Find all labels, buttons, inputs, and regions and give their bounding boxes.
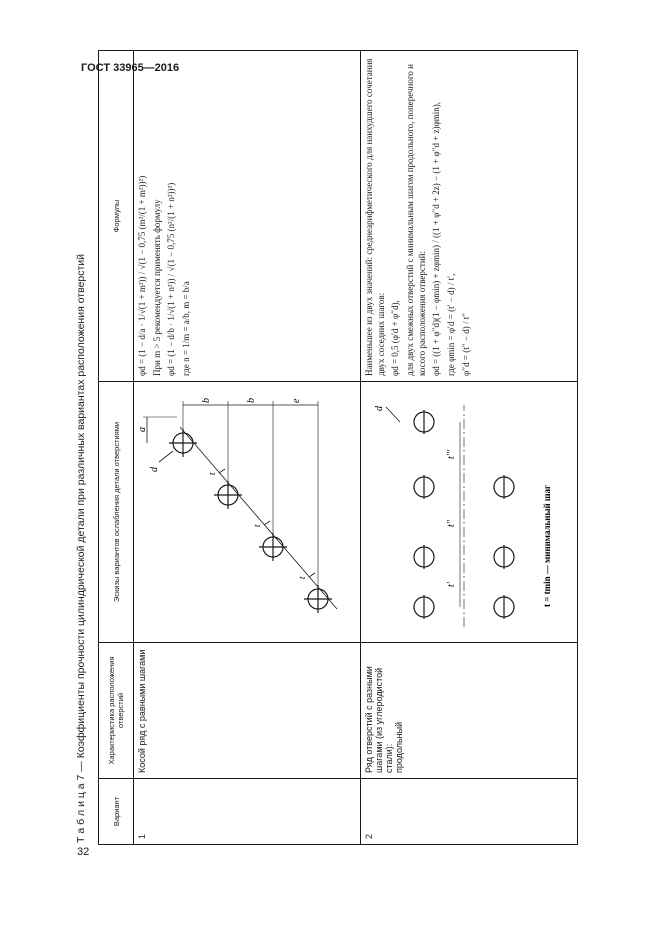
variant-cell: 2 [361, 779, 578, 845]
label-t2: t [252, 524, 262, 527]
coefficients-table [98, 50, 578, 845]
label-t-triple: t′′′ [446, 449, 457, 459]
formula-2: φd = ((1 + φ′′d)(1 − φmin) + zφmin) / ((1 + φ′′d + 2z) − (1 + φ′′d + z)φmin), [431, 101, 442, 376]
page-number: 32 [77, 846, 90, 858]
label-t-double: t′′ [446, 519, 457, 527]
label-t3: t [207, 472, 217, 475]
label-d: d [374, 406, 385, 411]
label-t1: t [297, 576, 307, 579]
sketch-cell [134, 382, 361, 643]
col-header-sketch: Эскизы вариантов ослабления детали отверстиями [99, 382, 134, 643]
formula-3: где φmin = φ′d = (t′ − d) / t′, [446, 273, 457, 376]
variant-cell: 1 [134, 779, 361, 845]
sketch-cell [361, 382, 578, 643]
text-1: Наименьшее из двух значений: среднеарифметического для наихудшего сочетания двух соседних шагов: [364, 58, 386, 376]
table-row [134, 51, 361, 845]
label-b2: b [246, 398, 257, 403]
col-header-variant: Вариант [99, 779, 134, 845]
characteristic-sub: продольный [394, 721, 404, 773]
formula-1: φd = (1 − d/a · 1/√(1 + m²)) / √(1 − 0,75 (m²/(1 + m²))²) [137, 175, 147, 376]
label-d: d [149, 467, 160, 472]
characteristic-text: Ряд отверстий с разными шагами (из углеродистой стали): [364, 666, 394, 773]
document-header: ГОСТ 33965—2016 [81, 62, 180, 74]
col-header-formulas: Формулы [99, 51, 134, 382]
table-row [361, 51, 578, 845]
formula-where: где n = 1/m = a/b, m = b/a [181, 281, 192, 376]
min-pitch-note: t = tmin — минимальный шаг [542, 484, 552, 607]
label-e: e [291, 398, 302, 403]
formula-4: φ′′d = (t′′ − d) / t′′ [460, 312, 471, 376]
characteristic-cell [361, 643, 578, 779]
oblique-row-sketch [137, 397, 347, 637]
formulas-cell [361, 51, 578, 382]
label-a: a [137, 427, 148, 432]
characteristic-cell: Косой ряд с равными шагами [134, 643, 361, 779]
formula-note: При m > 5 рекомендуется применять формулу [151, 199, 162, 376]
table-caption: Т а б л и ц а 7 — Коэффициенты прочности цилиндрической детали при различных вариантах расположения отверстий [75, 253, 87, 843]
formula-1: φd = 0,5 (φ′d + φ′′d), [390, 300, 401, 376]
label-b1: b [201, 398, 212, 403]
col-header-characteristic: Характеристика расположения отверстий [99, 643, 134, 779]
label-t-prime: t′ [446, 582, 457, 587]
table-header-row [99, 51, 134, 845]
longitudinal-row-sketch [364, 397, 564, 637]
formulas-cell [134, 51, 361, 382]
text-2: для двух смежных отверстий с минимальным шагом продольного, поперечного и косого расположения отверстий: [405, 64, 427, 376]
formula-2: φd = (1 − d/b · 1/√(1 + n²)) / √(1 − 0,75 (n²/(1 + n²))²) [166, 182, 177, 376]
